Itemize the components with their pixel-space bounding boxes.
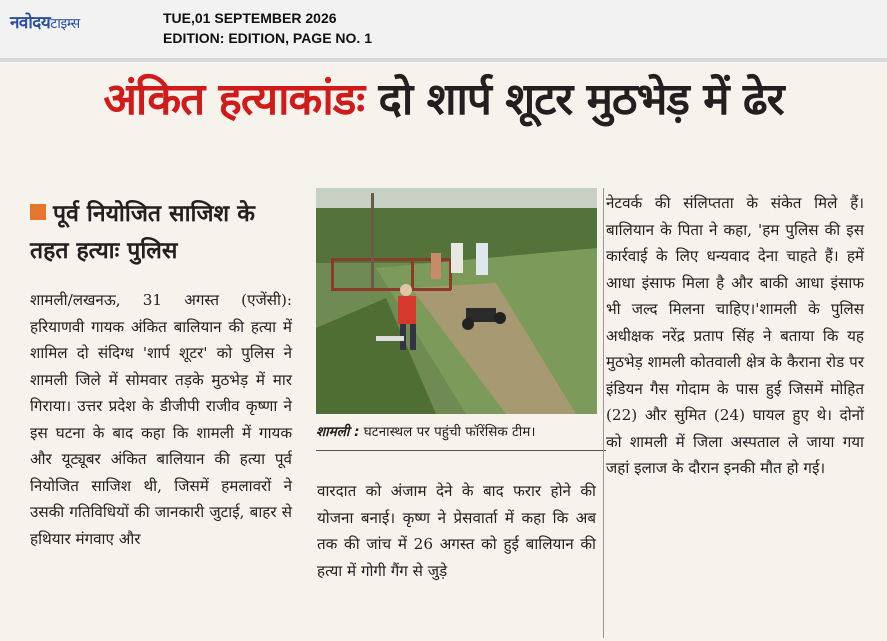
article-column-3: नेटवर्क की संलिप्तता के संकेत मिले हैं। बालियान के पिता ने कहा, 'हम पुलिस की इस कार्रवाई के लिए धन्यवाद देना चाहते हैं। हमें आधा इंसाफ मिला है और बाकी आधा इंसाफ भी जल्द मिलना चाहिए।'शामली के पुलिस अधीक्षक नरेंद्र प्रताप सिंह ने बताया कि यह मुठभेड़ शामली कोतवाली क्षेत्र के कैराना रोड पर इंडियन गैस गोदाम के पास हुई जिसमें मोहित (22) और सुमित (24) घायल हुए थे। दोनों को शामली में जिला अस्पताल ले जाया गया जहां इलाज के दौरान इनकी मौत हो गई। bbox=[606, 194, 864, 477]
logo-main: नवोदय bbox=[10, 13, 51, 33]
column-divider bbox=[603, 188, 604, 638]
caption-divider bbox=[316, 450, 606, 451]
newspaper-clipping bbox=[0, 62, 887, 641]
newspaper-logo[interactable] bbox=[10, 10, 80, 33]
article-column-1: शामली/लखनऊ, 31 अगस्त (एजेंसी): हरियाणवी गायक अंकित बालियान की हत्या में शामिल दो संदिग्ध 'शार्प शूटर' को पुलिस ने शामली जिले में सोमवार तड़के मुठभेड़ में मार गिराया। उत्तर प्रदेश के डीजीपी राजीव कृष्णा ने इस घटना के बाद कहा कि शामली में गायक और यूट्यूबर अंकित बालियान की हत्या पूर्व नियोजित साजिश थी, जिसमें हमलावरों ने उसकी गतिविधियों की जानकारी जुटाई, बाहर से हथियार मंगवाए और bbox=[30, 291, 292, 548]
date-line: TUE,01 SEPTEMBER 2026 bbox=[163, 10, 337, 26]
caption-text: घटनास्थल पर पहुंची फॉरेंसिक टीम। bbox=[363, 424, 536, 440]
caption-place: शामली : bbox=[316, 424, 360, 440]
article-column-2: वारदात को अंजाम देने के बाद फरार होने की योजना बनाई। कृष्ण ने प्रेसवार्ता में कहा कि अब तक की जांच में 26 अगस्त को हुई बालियान की हत्या में गोगी गैंग से जुड़े bbox=[317, 482, 596, 580]
subheadline bbox=[30, 196, 290, 270]
bullet-square-icon bbox=[30, 204, 46, 220]
edition-line: EDITION: EDITION, PAGE NO. 1 bbox=[163, 30, 372, 46]
forensic-scene-illustration bbox=[316, 188, 597, 414]
headline bbox=[0, 70, 887, 130]
subheadline-text: पूर्व नियोजित साजिश के तहत हत्याः पुलिस bbox=[30, 201, 255, 264]
logo-sub: टाइम्स bbox=[50, 16, 80, 32]
headline-red: अंकित हत्याकांडः bbox=[103, 74, 365, 125]
epaper-header bbox=[0, 0, 887, 58]
edition-info bbox=[163, 8, 372, 48]
photo-caption bbox=[316, 422, 606, 442]
news-photo bbox=[316, 188, 597, 414]
headline-dark: दो शार्प शूटर मुठभेड़ में ढेर bbox=[378, 74, 784, 125]
